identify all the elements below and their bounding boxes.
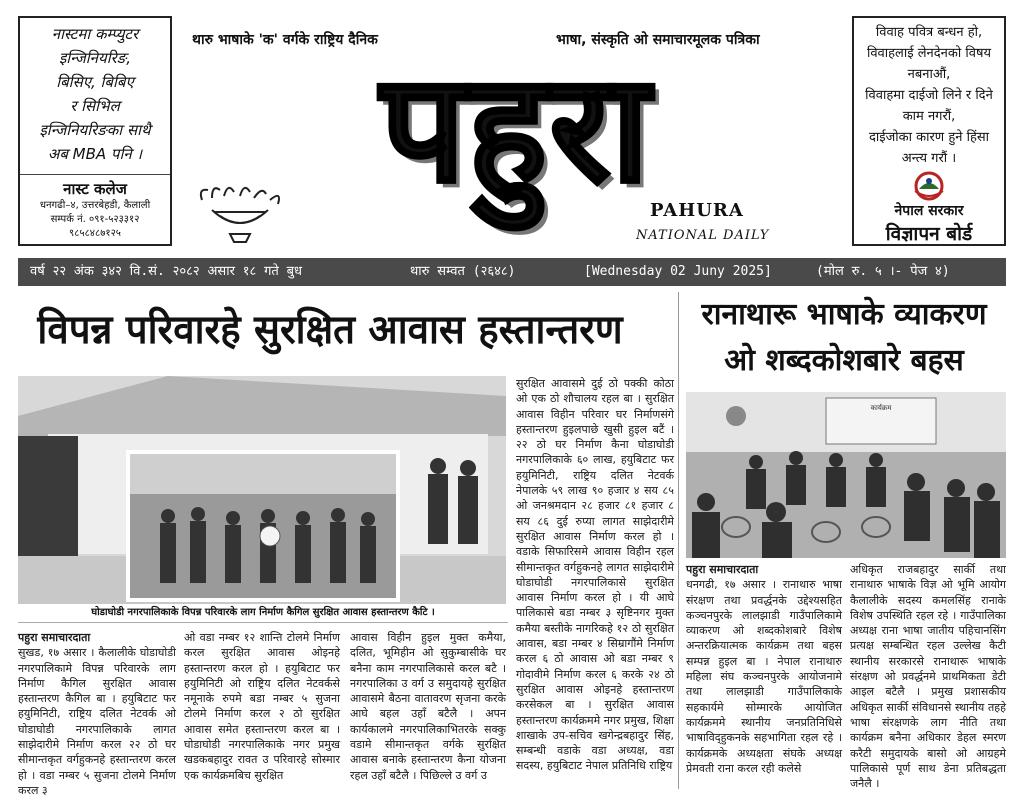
left-ad-line: र सिभिल [70, 97, 120, 115]
college-address: धनगढी–४, उत्तरबेहडी, कैलाली [39, 200, 151, 211]
issue-volume: वर्ष २२ अंक ३४२ वि.सं. २०८२ असार १८ गते बुध [30, 264, 303, 279]
left-ad-line: बिसिए, बिबिए [56, 73, 134, 91]
college-mobile: ९८५८४८७१२५ [69, 228, 121, 239]
tharu-year: थारु सम्वत (२६४८) [410, 264, 516, 279]
second-photo-banner-text: कार्यक्रम [870, 404, 892, 412]
masthead-title: पहुरा [380, 40, 652, 216]
main-story-column-2 [184, 630, 340, 789]
government-label: नेपाल सरकार [894, 203, 964, 219]
main-photo-caption: घोडाघोडी नगरपालिकाके विपन्न परिवारके लाग निर्माण कैगिल सुरक्षित आवास हस्तान्तरण कैटि । [18, 604, 508, 623]
main-story-column-3 [350, 630, 506, 789]
main-story-byline: पहुरा समाचारदाता [18, 631, 91, 644]
second-story-column-1 [686, 562, 842, 789]
english-date: [Wednesday 02 Juny 2025] [584, 264, 772, 279]
second-photo [686, 392, 1006, 558]
nepal-emblem-icon [907, 171, 951, 201]
right-ad-line: नबनाऔं, [907, 67, 951, 82]
pahura-ornament-icon [190, 180, 290, 248]
main-story-column-1 [18, 630, 176, 797]
advertising-board-label: विज्ञापन बोर्ड [885, 223, 973, 245]
main-story-text: ओ वडा नम्बर १२ शान्ति टोलमे निर्माण करल सुरक्षित आवास ओइनहे हस्तान्तरण करल हो । हयुबिटाट फर हयुमिनिटी ओ राष्ट्रिय दलित नेटवर्कसे नमूनाके रुपमे बडा नम्बर ५ सुजना टोलमे निर्माण करल २ ठो सुरक्षित आवास समेत हस्तान्तरण करल बा । घोडाघोडी नगरपालिकाके नगर प्रमुख खडकबहादुर रावत उ परिवारहे सोस्मार एक कार्यक्रमबिच सुरक्षित [184, 631, 340, 782]
main-photo [18, 376, 506, 604]
college-name: नास्ट कलेज [20, 174, 170, 199]
left-ad-line: इन्जिनियरिङ, [58, 49, 132, 67]
column-divider [678, 292, 679, 789]
second-story-column-2 [850, 562, 1006, 789]
main-story-text: सुरक्षित आवासमे दुई ठो पक्की कोठा ओ एक ठो शौचालय रहल बा । सुरक्षित आवास विहीन परिवार घर निर्माणसंगे हस्तान्तरण हुइलपाछे खुसी हुइल बटैं । २२ ठो घर निर्माण कैना घोडाघोडी नगरपालिकाके ६० लाख, हयुबिटाट फर हयुमिनिटी, राष्ट्रिय दलित नेटवर्क नेपालके ५९ लाख ९० हजार ४ सय ८५ ओ जनश्रमदान २८ हजार ८१ हजार ८ सय ८६ दुई रुप्या लागत साझेदारीमे सुरक्षित आवास निर्माण करल हो । वडाके सिफारिसमे आवास विहीन रहल सीमान्तकृत वर्गहुकनहे लागत साझेदारीमे घोडाघोडी नगरपालिकासे सुरक्षित आवास निर्माण करल हो । यी आघे पालिकासे बडा नम्बर ३ सृष्टिनगर मुक्त कमैया बस्तीके नागरिकहे १२ ठो सुरक्षित आवास, बडा नम्बर ४ सिम्रागौंमे निर्माण करल ६ ठो आवास ओ बडा नम्बर ९ गोदावीमे निर्माण करल ६ करके २४ ठो सुरक्षित आवास ओइनहे हस्तान्तरण करसेकल बा । सुरक्षित आवास हस्तान्तरण कार्यक्रममे नगर प्रमुख, शिक्षा शाखाके उप-सचिव खगेन्द्रबहादुर सिंह, सम्बन्धी वडाके वडा अध्यक्ष, वडा सदस्य, हयुबिटाट नेपाल प्रतिनिधि राष्ट्रिय [516, 377, 674, 773]
main-headline: विपन्न परिवारहे सुरक्षित आवास हस्तान्तरण [37, 307, 623, 353]
main-story-text: आवास विहीन हुइल मुक्त कमैया, दलित, भूमिहीन ओ सुकुम्बासीके घर बनैना काम नगरपालिकासे करल बटै । नगरपालिका उ वर्ग उ समुदायहे सुरक्षित आवासमे बैठना वातावरण सृजना करके आघे बहल उहाँ बटैलै । अपन कार्यकालमे नगरपालिकाभितरके सक्कु वडामे सीमान्तकृत वर्गके सुरक्षित आवास बनाके हस्तान्तरण कैना योजना रहल उहाँ बटैलै । पिछिल्ले उ वर्ग उ [350, 631, 506, 782]
masthead-subtitle: NATIONAL DAILY [636, 228, 770, 243]
left-ad-line: नास्टमा कम्प्युटर [51, 25, 139, 43]
masthead-roman: PAHURA [650, 200, 744, 221]
left-ad-line: इन्जिनियरिङका साथै [39, 121, 151, 139]
main-story-text: सुखड, १७ असार । कैलालीके घोडाघोडी नगरपालिकामे विपन्न परिवारके लाग निर्माण कैगिल सुरक्षित आवास हस्तान्तरण कैगिल बा । हयुबिटाट फर हयुमिनिटी, राष्ट्रिय दलित नेटवर्क ओ घोडाघोडी नगरपालिकाके लागत साझेदारीमे निर्माण करल २२ ठो घर सीमान्तकृत वर्गहुकनहे हस्तान्तरण करल हो । वडा नम्बर ५ सुजना टोलमे निर्माण करल ३ [18, 646, 176, 797]
left-ad-line: अब MBA पनि । [47, 145, 143, 163]
college-phone: सम्पर्क नं. ०९१-५२३३१२ [50, 214, 140, 225]
right-ad-line: विवाहमा दाईजो लिने र दिने [865, 88, 993, 103]
second-story-text: धनगढी, १७ असार । रानाथारु भाषा संरक्षण तथा प्रवर्द्धनके उद्देश्यसहित कञ्चनपुरके लालझाडी गाउँपालिकामे व्याकरण ओ शब्दकोशबारे विशेष अन्तरक्रियात्मक कार्यक्रम तथा बहस सम्पन्न हुइल बा । नेपाल रानाथारु महिला संघ कञ्चनपुरके आयोजनामे तथा लालझाडी गाउँपालिकाके सहकार्यमे सोम्मारके आयोजित कार्यक्रममे स्थानीय जनप्रतिनिधिसे भाषाविद्हुकनके सहभागिता रहल रहे । कार्यक्रमके अध्यक्षता संघके अध्यक्ष प्रेमवती राना करल रही कलेसे [686, 578, 842, 775]
right-ad-line: दाईजोका कारण हुने हिंसा [868, 130, 990, 145]
right-ad-line: विवाहलाई लेनदेनको विषय [866, 46, 992, 61]
issue-info-bar [18, 258, 1006, 286]
second-story-byline: पहुरा समाचारदाता [686, 563, 759, 576]
second-headline: रानाथारू भाषाके व्याकरण ओ शब्दकोशबारे बहस [701, 297, 987, 378]
tagline-right: भाषा, संस्कृति ओ समाचारमूलक पत्रिका [556, 32, 760, 48]
second-story-text: अधिकृत राजबहादुर सार्की तथा रानाथारु भाषाके विज्ञ ओ भूमि आयोग कैलालीके सदस्य कमलसिंह रानाके विशेष उपस्थिति रहल रहे । गाउँपालिका अध्यक्ष राना भाषा जातीय पहिचानसिंग प्रत्यक्ष सम्बन्धित रहल उल्लेख कैटी स्थानीय सरकारसे रानाथारू भाषाके संरक्षण ओ प्रवर्द्धनमे प्राथमिकता डेटी आइल बटैलै । प्रमुख प्रशासकीय अधिकृत सार्की संविधानसे स्थानीय तहहे भाषा संरक्षणके लाग नीति तथा कार्यक्रम बनैना अधिकार डेहल स्मरण करैटी समुदायके बासो ओ आग्रहमे पालिकासे पूर्ण साथ डेना प्रतिबद्धता जनैलै । [850, 563, 1006, 791]
right-advertisement [852, 16, 1006, 246]
right-ad-line: विवाह पवित्र बन्धन हो, [875, 25, 983, 40]
right-ad-line: काम नगरौं, [902, 109, 956, 124]
tagline-left: थारु भाषाके 'क' वर्गके राष्ट्रिय दैनिक [192, 32, 378, 48]
right-ad-line: अन्त्य गरौं । [901, 151, 957, 166]
left-advertisement [18, 16, 172, 246]
main-story-column-4 [516, 376, 674, 789]
price-page: (मोल रु. ५ ।- पेज ४) [816, 264, 950, 279]
